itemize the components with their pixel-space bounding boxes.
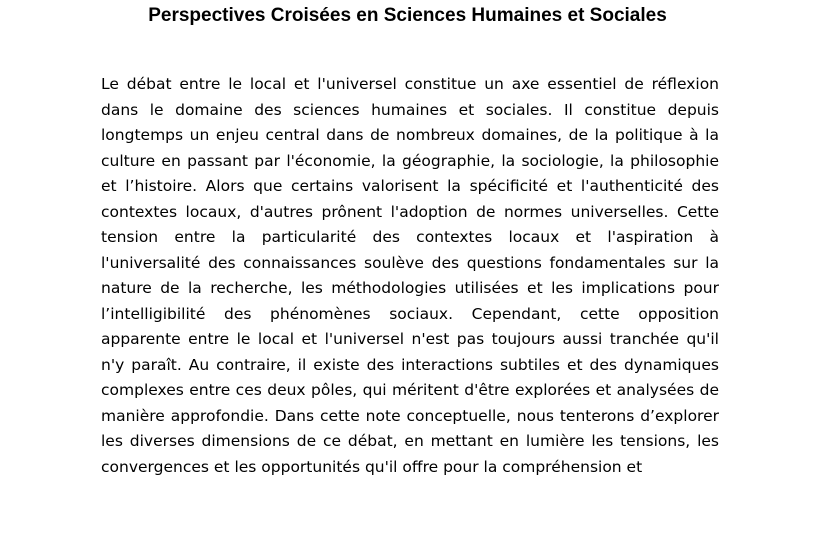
body-paragraph: Le débat entre le local et l'universel constitue un axe essentiel de réflexion dans le domaine des sciences humaines et sociales. Il constitue depuis longtemps un enjeu central dans de nombreux domaines, de la politique à la culture en passant par l'économie, la géographie, la sociologie, la philosophie et l’histoire. Alors que certains valorisent la spécificité et l'authenticité des contextes locaux, d'autres prônent l'adoption de normes universelles. Cette tension entre la particularité des contextes locaux et l'aspiration à l'universalité des connaissances soulève des questions fondamentales sur la nature de la recherche, les méthodologies utilisées et les implications pour l’intelligibilité des phénomènes sociaux. Cependant, cette opposition apparente entre le local et l'universel n'est pas toujours aussi tranchée qu'il n'y paraît. Au contraire, il existe des interactions subtiles et des dynamiques complexes entre ces deux pôles, qui méritent d'être explorées et analysées de manière approfondie. Dans cette note conceptuelle, nous tenterons d’explorer les diverses dimensions de ce débat, en mettant en lumière les tensions, les convergences et les opportunités qu'il offre pour la compréhension et — [101, 75, 719, 476]
document-title: Perspectives Croisées en Sciences Humaines et Sociales — [148, 5, 667, 26]
